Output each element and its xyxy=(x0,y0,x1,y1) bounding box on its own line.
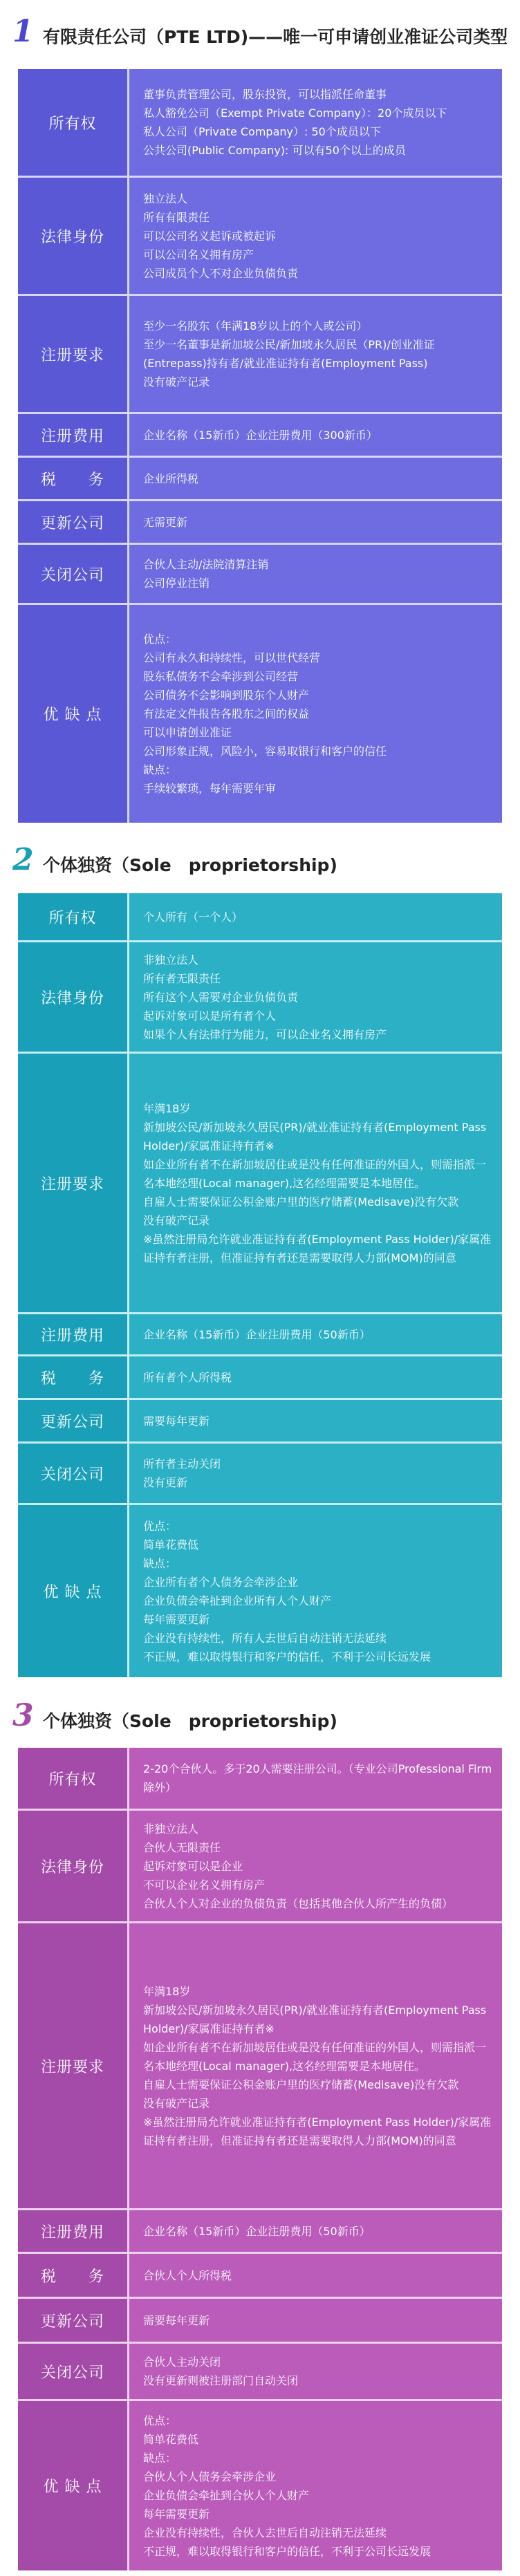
row-renewal xyxy=(18,2299,502,2342)
content-line: 可以申请创业准证 xyxy=(143,726,232,739)
row-label: 更新公司 xyxy=(18,1400,127,1441)
row-content xyxy=(129,2299,502,2342)
content-line: 没有更新则被注册部门自动关闭 xyxy=(143,2374,299,2387)
content-line: 企业所得税 xyxy=(143,472,199,485)
row-label: 所有权 xyxy=(18,69,127,176)
content-line: 起诉对象可以是企业 xyxy=(143,1859,243,1873)
row-content xyxy=(129,178,502,294)
content-line: 非独立法人 xyxy=(143,1822,199,1836)
row-label: 优 缺 点 xyxy=(18,2401,127,2570)
content-line: 没有破产记录 xyxy=(143,375,210,389)
row-content xyxy=(129,501,502,543)
content-line: 企业所有者个人债务会牵涉企业 xyxy=(143,1575,299,1589)
content-line: 如企业所有者不在新加坡居住或是没有任何准证的外国人，则需指派一名本地经理(Local manager),这名经理需要是本地居住。 xyxy=(143,2040,487,2073)
content-line: 简单花费低 xyxy=(143,2432,199,2446)
content-line: 可以公司名义起诉或被起诉 xyxy=(143,229,277,243)
row-content xyxy=(129,1923,502,2208)
row-label: 税 务 xyxy=(18,2254,127,2297)
row-label: 所有权 xyxy=(18,1748,127,1809)
content-line: 每年需要更新 xyxy=(143,2507,210,2521)
section-sole-proprietorship xyxy=(0,837,520,1680)
section-number: 1 xyxy=(12,14,34,49)
row-content xyxy=(129,893,502,940)
row-content xyxy=(129,545,502,603)
row-registration-requirements xyxy=(18,1054,502,1312)
row-label: 优 缺 点 xyxy=(18,605,127,823)
content-line: 公司成员个人不对企业负债负责 xyxy=(143,266,299,280)
content-line: 所有这个人需要对企业负债负责 xyxy=(143,990,299,1004)
content-line: 没有破产记录 xyxy=(143,2096,210,2110)
row-label: 注册要求 xyxy=(18,1054,127,1312)
section-pte-ltd xyxy=(0,0,520,857)
content-line: 如果个人有法律行为能力，可以企业名义拥有房产 xyxy=(143,1027,387,1041)
row-content xyxy=(129,2254,502,2297)
comparison-table xyxy=(18,893,502,1677)
content-line: 2-20个合伙人。多于20人需要注册公司。（专业公司Professional Firm除外） xyxy=(143,1762,492,1794)
content-line: 合伙人主动/法院清算注销 xyxy=(143,558,269,571)
content-line: 优点： xyxy=(143,633,177,646)
content-line: 合伙人个人债务会牵涉企业 xyxy=(143,2470,277,2483)
content-line: 合伙人无限责任 xyxy=(143,1840,221,1854)
row-label: 法律身份 xyxy=(18,178,127,294)
content-line: 企业名称（15新币）企业注册费用（50新币） xyxy=(143,2224,371,2238)
content-line: 起诉对象可以是所有者个人 xyxy=(143,1009,277,1023)
content-line: 所有者个人所得税 xyxy=(143,1370,232,1384)
row-content xyxy=(129,1505,502,1677)
row-content xyxy=(129,69,502,176)
content-line: 私人公司（Private Company）: 50个成员以下 xyxy=(143,125,381,138)
comparison-table xyxy=(18,69,502,823)
row-label: 关闭公司 xyxy=(18,1444,127,1503)
row-label: 所有权 xyxy=(18,893,127,940)
content-line: 无需更新 xyxy=(143,515,188,529)
row-tax xyxy=(18,458,502,499)
content-line: 企业名称（15新币）企业注册费用（300新币） xyxy=(143,428,378,442)
row-content xyxy=(129,2344,502,2399)
row-legal-status xyxy=(18,1811,502,1921)
row-registration-fee xyxy=(18,1314,502,1354)
content-line: 如企业所有者不在新加坡居住或是没有任何准证的外国人，则需指派一名本地经理(Local manager),这名经理需要是本地居住。 xyxy=(143,1157,487,1190)
content-line: ※虽然注册局允许就业准证持有者(Employment Pass Holder)/家属准证持有者注册，但准证持有者还是需要取得人力部(MOM)的同意 xyxy=(143,1232,492,1264)
content-line: 缺点： xyxy=(143,763,177,776)
content-line: 自雇人士需要保证公积金账户里的医疗储蓄(Medisave)没有欠款 xyxy=(143,1195,459,1208)
row-label: 关闭公司 xyxy=(18,2344,127,2399)
row-content xyxy=(129,1314,502,1354)
row-renewal xyxy=(18,1400,502,1441)
row-label: 更新公司 xyxy=(18,2299,127,2342)
row-registration-fee xyxy=(18,414,502,456)
content-line: 不正规，难以取得银行和客户的信任，不利于公司长远发展 xyxy=(143,2544,431,2558)
row-label: 注册要求 xyxy=(18,1923,127,2208)
row-tax xyxy=(18,1356,502,1398)
content-line: 简单花费低 xyxy=(143,1538,199,1551)
content-line: 优点： xyxy=(143,1519,177,1533)
content-line: 年满18岁 xyxy=(143,1984,191,1998)
row-label: 法律身份 xyxy=(18,942,127,1052)
row-content xyxy=(129,414,502,456)
content-line: 至少一名董事是新加坡公民/新加坡永久居民（PR)/创业准证(Entrepass)持有者/就业准证持有者(Employment Pass) xyxy=(143,338,435,370)
row-ownership xyxy=(18,69,502,176)
row-content xyxy=(129,605,502,823)
section-number: 2 xyxy=(12,842,34,877)
row-label: 注册费用 xyxy=(18,414,127,456)
content-line: 企业没有持续性，所有人去世后自动注销无法延续 xyxy=(143,1631,387,1645)
row-registration-requirements xyxy=(18,1923,502,2208)
content-line: ※虽然注册局允许就业准证持有者(Employment Pass Holder)/家属准证持有者注册，但准证持有者还是需要取得人力部(MOM)的同意 xyxy=(143,2115,492,2147)
row-pros-cons xyxy=(18,1505,502,1677)
content-line: 个人所有（一个人） xyxy=(143,910,243,924)
row-closure xyxy=(18,545,502,603)
content-line: 私人豁免公司（Exempt Private Company）：20个成员以下 xyxy=(143,106,447,120)
content-line: 可以公司名义拥有房产 xyxy=(143,248,254,261)
section-header xyxy=(0,837,520,885)
content-line: 每年需要更新 xyxy=(143,1612,210,1626)
row-ownership xyxy=(18,893,502,940)
section-number: 3 xyxy=(12,1698,34,1733)
row-content xyxy=(129,1400,502,1441)
row-content xyxy=(129,942,502,1052)
content-line: 企业负债会牵扯到合伙人个人财产 xyxy=(143,2488,310,2502)
row-content xyxy=(129,1054,502,1312)
content-line: 企业负债会牵扯到企业所有人个人财产 xyxy=(143,1594,332,1607)
content-line: 公司停业注销 xyxy=(143,577,210,590)
row-label: 更新公司 xyxy=(18,501,127,543)
row-label: 注册费用 xyxy=(18,2210,127,2252)
row-label: 法律身份 xyxy=(18,1811,127,1921)
row-content xyxy=(129,458,502,499)
content-line: 公司形象正规，风险小，容易取银行和客户的信任 xyxy=(143,745,387,758)
row-pros-cons xyxy=(18,2401,502,2570)
row-registration-requirements xyxy=(18,296,502,412)
row-ownership xyxy=(18,1748,502,1809)
row-renewal xyxy=(18,501,502,543)
content-line: 没有破产记录 xyxy=(143,1213,210,1227)
comparison-table xyxy=(18,1748,502,2570)
content-line: 公司债务不会影响到股东个人财产 xyxy=(143,689,310,702)
content-line: 所有者主动关闭 xyxy=(143,1457,221,1471)
row-content xyxy=(129,1811,502,1921)
row-label: 注册要求 xyxy=(18,296,127,412)
content-line: 年满18岁 xyxy=(143,1101,191,1115)
row-legal-status xyxy=(18,178,502,294)
row-content xyxy=(129,1444,502,1503)
row-tax xyxy=(18,2254,502,2297)
row-content xyxy=(129,2210,502,2252)
row-content xyxy=(129,1748,502,1809)
row-label: 关闭公司 xyxy=(18,545,127,603)
content-line: 公共公司(Public Company): 可以有50个以上的成员 xyxy=(143,144,406,157)
content-line: 不正规，难以取得银行和客户的信任，不利于公司长远发展 xyxy=(143,1650,431,1663)
row-label: 优 缺 点 xyxy=(18,1505,127,1677)
row-label: 注册费用 xyxy=(18,1314,127,1354)
content-line: 企业名称（15新币）企业注册费用（50新币） xyxy=(143,1327,371,1341)
content-line: 没有更新 xyxy=(143,1476,188,1489)
content-line: 需要每年更新 xyxy=(143,1414,210,1428)
content-line: 新加坡公民/新加坡永久居民(PR)/就业准证持有者(Employment Pass Holder)/家属准证持有者※ xyxy=(143,1120,487,1152)
content-line: 优点： xyxy=(143,2414,177,2427)
content-line: 手续较繁琐，每年需要年审 xyxy=(143,782,277,795)
section-title: 个体独资（Sole proprietorship) xyxy=(43,855,337,875)
row-closure xyxy=(18,1444,502,1503)
content-line: 需要每年更新 xyxy=(143,2313,210,2327)
content-line: 有法定文件报告各股东之间的权益 xyxy=(143,707,310,720)
content-line: 企业没有持续性，合伙人去世后自动注销无法延续 xyxy=(143,2526,387,2539)
row-pros-cons xyxy=(18,605,502,823)
content-line: 新加坡公民/新加坡永久居民(PR)/就业准证持有者(Employment Pass Holder)/家属准证持有者※ xyxy=(143,2003,487,2035)
section-title: 有限责任公司（PTE LTD)——唯一可申请创业准证公司类型 xyxy=(43,27,508,47)
section-title: 个体独资（Sole proprietorship) xyxy=(43,1711,337,1731)
content-line: 缺点： xyxy=(143,2451,177,2465)
content-line: 自雇人士需要保证公积金账户里的医疗储蓄(Medisave)没有欠款 xyxy=(143,2078,459,2091)
content-line: 独立法人 xyxy=(143,192,188,205)
row-closure xyxy=(18,2344,502,2399)
section-header xyxy=(0,1692,520,1741)
content-line: 不可以企业名义拥有房产 xyxy=(143,1878,266,1892)
row-content xyxy=(129,2401,502,2570)
content-line: 股东私债务不会牵涉到公司经营 xyxy=(143,670,299,683)
content-line: 至少一名股东（年满18岁以上的个人或公司） xyxy=(143,319,368,333)
content-line: 所有有限责任 xyxy=(143,210,210,224)
content-line: 合伙人个人所得税 xyxy=(143,2268,232,2282)
row-registration-fee xyxy=(18,2210,502,2252)
row-label: 税 务 xyxy=(18,1356,127,1398)
row-content xyxy=(129,296,502,412)
content-line: 合伙人个人对企业的负债负责（包括其他合伙人所产生的负债） xyxy=(143,1896,454,1910)
section-partnership xyxy=(0,1692,520,2576)
content-line: 合伙人主动关闭 xyxy=(143,2355,221,2369)
content-line: 非独立法人 xyxy=(143,953,199,967)
section-header xyxy=(0,8,520,57)
content-line: 董事负责管理公司，股东投资，可以指派任命董事 xyxy=(143,88,387,101)
row-legal-status xyxy=(18,942,502,1052)
content-line: 缺点： xyxy=(143,1556,177,1570)
row-content xyxy=(129,1356,502,1398)
content-line: 所有者无限责任 xyxy=(143,971,221,985)
content-line: 公司有永久和持续性，可以世代经营 xyxy=(143,651,321,664)
row-label: 税 务 xyxy=(18,458,127,499)
